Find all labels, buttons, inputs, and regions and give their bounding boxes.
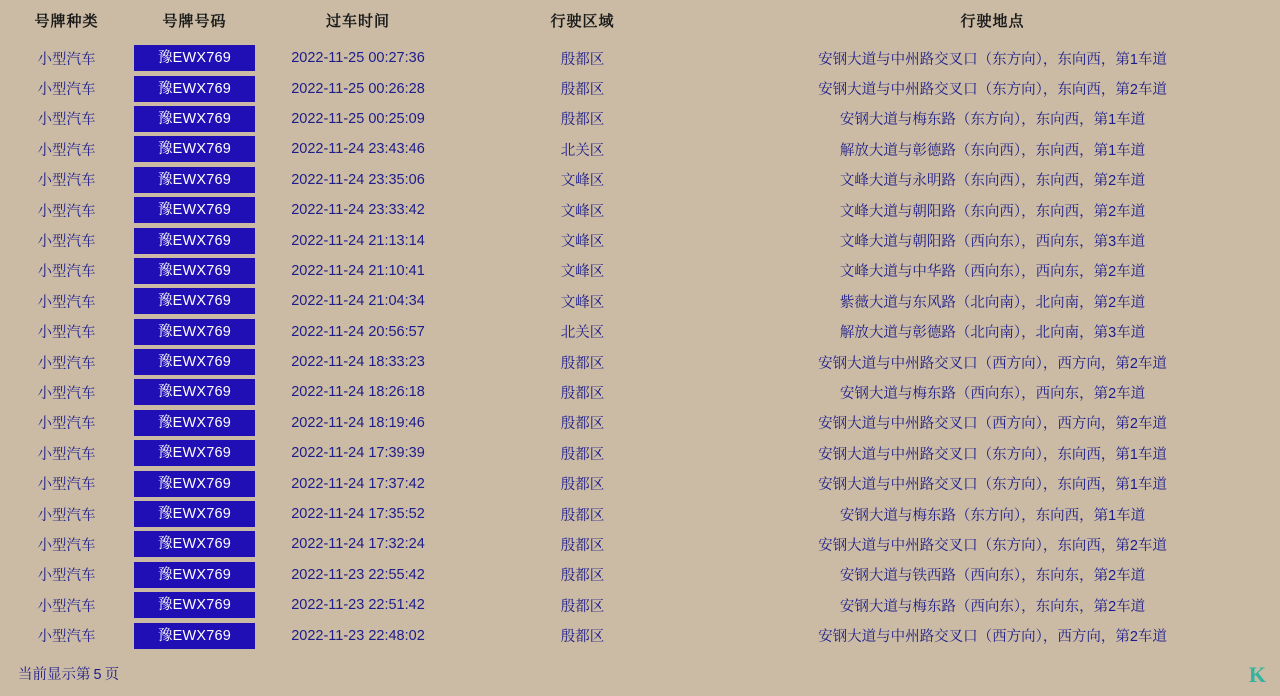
cell-area: 殷都区 xyxy=(560,112,605,129)
cell-pass-time: 2022-11-24 23:43:46 xyxy=(291,141,425,158)
pagination-suffix: 页 xyxy=(104,667,120,683)
cell-plate-type: 小型汽车 xyxy=(37,598,96,615)
cell-pass-time: 2022-11-24 21:10:41 xyxy=(291,262,425,279)
cell-plate-number xyxy=(133,225,256,255)
column-header-pass-time: 过车时间 xyxy=(325,13,390,30)
table-row xyxy=(0,438,1280,468)
cell-plate-number xyxy=(133,408,256,438)
plate-badge: 豫EWX769 xyxy=(134,410,255,436)
cell-area: 殷都区 xyxy=(560,598,605,615)
cell-area: 文峰区 xyxy=(560,173,605,190)
cell-pass-time: 2022-11-24 18:19:46 xyxy=(291,414,425,431)
table-row xyxy=(0,499,1280,529)
column-header-location: 行驶地点 xyxy=(960,13,1025,30)
cell-pass-time: 2022-11-24 17:37:42 xyxy=(291,475,425,492)
cell-plate-type: 小型汽车 xyxy=(37,507,96,524)
table-row xyxy=(0,256,1280,286)
table-row xyxy=(0,620,1280,650)
cell-pass-time: 2022-11-25 00:25:09 xyxy=(291,110,425,127)
plate-badge: 豫EWX769 xyxy=(134,288,255,314)
plate-badge: 豫EWX769 xyxy=(134,197,255,223)
plate-badge: 豫EWX769 xyxy=(134,106,255,132)
cell-location: 文峰大道与朝阳路（西向东），西向东，第3车道 xyxy=(839,234,1146,251)
plate-badge: 豫EWX769 xyxy=(134,562,255,588)
cell-plate-type: 小型汽车 xyxy=(37,537,96,554)
column-header-plate-type: 号牌种类 xyxy=(34,13,99,30)
cell-area: 文峰区 xyxy=(560,234,605,251)
table-row xyxy=(0,286,1280,316)
cell-pass-time: 2022-11-24 23:35:06 xyxy=(291,171,425,188)
cell-area: 北关区 xyxy=(560,325,605,342)
table-row xyxy=(0,347,1280,377)
plate-badge: 豫EWX769 xyxy=(134,258,255,284)
cell-plate-number xyxy=(133,73,256,103)
cell-location: 文峰大道与中华路（西向东），西向东，第2车道 xyxy=(839,264,1146,281)
column-header-plate-number: 号牌号码 xyxy=(162,13,227,30)
table-row xyxy=(0,43,1280,73)
table-body xyxy=(0,43,1280,651)
cell-pass-time: 2022-11-24 17:35:52 xyxy=(291,506,425,523)
plate-badge: 豫EWX769 xyxy=(134,471,255,497)
table-row xyxy=(0,408,1280,438)
cell-plate-number xyxy=(133,620,256,650)
cell-location: 安钢大道与中州路交叉口（东方向），东向西，第1车道 xyxy=(818,477,1167,494)
cell-location: 安钢大道与中州路交叉口（西方向），西方向，第2车道 xyxy=(818,416,1167,433)
cell-plate-number xyxy=(133,104,256,134)
cell-location: 安钢大道与梅东路（东方向），东向西，第1车道 xyxy=(839,507,1146,524)
cell-pass-time: 2022-11-25 00:26:28 xyxy=(291,80,425,97)
plate-badge: 豫EWX769 xyxy=(134,76,255,102)
cell-plate-type: 小型汽车 xyxy=(37,173,96,190)
cell-pass-time: 2022-11-24 23:33:42 xyxy=(291,202,425,219)
cell-area: 殷都区 xyxy=(560,568,605,585)
table-row xyxy=(0,468,1280,498)
cell-location: 解放大道与彰德路（北向南），北向南，第3车道 xyxy=(839,325,1146,342)
cell-pass-time: 2022-11-24 18:26:18 xyxy=(291,384,425,401)
cell-plate-number xyxy=(133,347,256,377)
cell-location: 安钢大道与中州路交叉口（西方向），西方向，第2车道 xyxy=(818,355,1167,372)
table-row xyxy=(0,104,1280,134)
cell-pass-time: 2022-11-24 17:32:24 xyxy=(291,536,425,553)
watermark-logo: K xyxy=(1248,662,1266,687)
cell-plate-number xyxy=(133,529,256,559)
cell-plate-number xyxy=(133,195,256,225)
table-row xyxy=(0,134,1280,164)
cell-location: 安钢大道与中州路交叉口（西方向），西方向，第2车道 xyxy=(818,629,1167,646)
cell-location: 安钢大道与中州路交叉口（东方向），东向西，第1车道 xyxy=(818,51,1167,68)
cell-plate-type: 小型汽车 xyxy=(37,82,96,99)
cell-plate-type: 小型汽车 xyxy=(37,203,96,220)
cell-plate-number xyxy=(133,286,256,316)
cell-plate-type: 小型汽车 xyxy=(37,629,96,646)
cell-area: 殷都区 xyxy=(560,355,605,372)
cell-plate-number xyxy=(133,438,256,468)
cell-plate-type: 小型汽车 xyxy=(37,112,96,129)
cell-plate-type: 小型汽车 xyxy=(37,477,96,494)
cell-plate-type: 小型汽车 xyxy=(37,264,96,281)
table-header-row xyxy=(0,0,1280,43)
table-header xyxy=(0,0,1280,43)
cell-plate-type: 小型汽车 xyxy=(37,385,96,402)
cell-location: 文峰大道与永明路（东向西），东向西，第2车道 xyxy=(839,173,1146,190)
pagination-page-number: 5 xyxy=(93,667,102,683)
cell-pass-time: 2022-11-24 21:13:14 xyxy=(291,232,425,249)
table-row xyxy=(0,195,1280,225)
cell-location: 文峰大道与朝阳路（东向西），东向西，第2车道 xyxy=(839,203,1146,220)
plate-badge: 豫EWX769 xyxy=(134,501,255,527)
cell-plate-number xyxy=(133,377,256,407)
cell-area: 文峰区 xyxy=(560,294,605,311)
cell-plate-number xyxy=(133,499,256,529)
table-row xyxy=(0,73,1280,103)
cell-plate-type: 小型汽车 xyxy=(37,325,96,342)
table-row xyxy=(0,560,1280,590)
cell-plate-type: 小型汽车 xyxy=(37,446,96,463)
cell-location: 解放大道与彰德路（东向西），东向西，第1车道 xyxy=(839,142,1146,159)
cell-area: 殷都区 xyxy=(560,446,605,463)
cell-plate-number xyxy=(133,256,256,286)
table-row xyxy=(0,317,1280,347)
cell-plate-number xyxy=(133,43,256,73)
column-header-area: 行驶区域 xyxy=(550,13,615,30)
cell-area: 殷都区 xyxy=(560,537,605,554)
cell-plate-type: 小型汽车 xyxy=(37,234,96,251)
plate-badge: 豫EWX769 xyxy=(134,531,255,557)
cell-pass-time: 2022-11-23 22:55:42 xyxy=(291,566,425,583)
cell-plate-type: 小型汽车 xyxy=(37,51,96,68)
cell-plate-type: 小型汽车 xyxy=(37,142,96,159)
cell-plate-type: 小型汽车 xyxy=(37,416,96,433)
cell-location: 安钢大道与梅东路（西向东），西向东，第2车道 xyxy=(839,385,1146,402)
cell-plate-number xyxy=(133,590,256,620)
cell-area: 北关区 xyxy=(560,142,605,159)
cell-location: 安钢大道与梅东路（东方向），东向西，第1车道 xyxy=(839,112,1146,129)
cell-pass-time: 2022-11-24 17:39:39 xyxy=(291,445,425,462)
cell-pass-time: 2022-11-24 21:04:34 xyxy=(291,293,425,310)
cell-plate-type: 小型汽车 xyxy=(37,568,96,585)
plate-badge: 豫EWX769 xyxy=(134,45,255,71)
cell-plate-number xyxy=(133,317,256,347)
cell-pass-time: 2022-11-23 22:48:02 xyxy=(291,627,425,644)
cell-pass-time: 2022-11-24 20:56:57 xyxy=(291,323,425,340)
plate-badge: 豫EWX769 xyxy=(134,592,255,618)
cell-pass-time: 2022-11-25 00:27:36 xyxy=(291,50,425,67)
plate-badge: 豫EWX769 xyxy=(134,440,255,466)
cell-area: 殷都区 xyxy=(560,629,605,646)
plate-badge: 豫EWX769 xyxy=(134,349,255,375)
cell-location: 安钢大道与中州路交叉口（东方向），东向西，第2车道 xyxy=(818,537,1167,554)
cell-location: 安钢大道与中州路交叉口（东方向），东向西，第1车道 xyxy=(818,446,1167,463)
cell-location: 安钢大道与中州路交叉口（东方向），东向西，第2车道 xyxy=(818,82,1167,99)
cell-area: 殷都区 xyxy=(560,82,605,99)
cell-pass-time: 2022-11-23 22:51:42 xyxy=(291,597,425,614)
table-row xyxy=(0,225,1280,255)
table-row xyxy=(0,165,1280,195)
cell-plate-type: 小型汽车 xyxy=(37,294,96,311)
plate-badge: 豫EWX769 xyxy=(134,379,255,405)
cell-location: 安钢大道与梅东路（西向东），东向东，第2车道 xyxy=(839,598,1146,615)
plate-badge: 豫EWX769 xyxy=(134,136,255,162)
cell-location: 紫薇大道与东风路（北向南），北向南，第2车道 xyxy=(839,294,1146,311)
cell-plate-number xyxy=(133,468,256,498)
cell-plate-number xyxy=(133,165,256,195)
plate-badge: 豫EWX769 xyxy=(134,228,255,254)
cell-plate-number xyxy=(133,134,256,164)
cell-area: 殷都区 xyxy=(560,477,605,494)
table-row xyxy=(0,529,1280,559)
cell-plate-type: 小型汽车 xyxy=(37,355,96,372)
cell-location: 安钢大道与铁西路（西向东），东向东，第2车道 xyxy=(839,568,1146,585)
plate-badge: 豫EWX769 xyxy=(134,623,255,649)
cell-area: 殷都区 xyxy=(560,385,605,402)
cell-area: 文峰区 xyxy=(560,264,605,281)
plate-badge: 豫EWX769 xyxy=(134,167,255,193)
cell-area: 文峰区 xyxy=(560,203,605,220)
table-row xyxy=(0,377,1280,407)
cell-area: 殷都区 xyxy=(560,51,605,68)
pagination-prefix: 当前显示第 xyxy=(18,667,91,683)
table-row xyxy=(0,590,1280,620)
plate-badge: 豫EWX769 xyxy=(134,319,255,345)
cell-area: 殷都区 xyxy=(560,416,605,433)
pagination-status xyxy=(18,663,119,684)
cell-pass-time: 2022-11-24 18:33:23 xyxy=(291,354,425,371)
cell-plate-number xyxy=(133,560,256,590)
cell-area: 殷都区 xyxy=(560,507,605,524)
